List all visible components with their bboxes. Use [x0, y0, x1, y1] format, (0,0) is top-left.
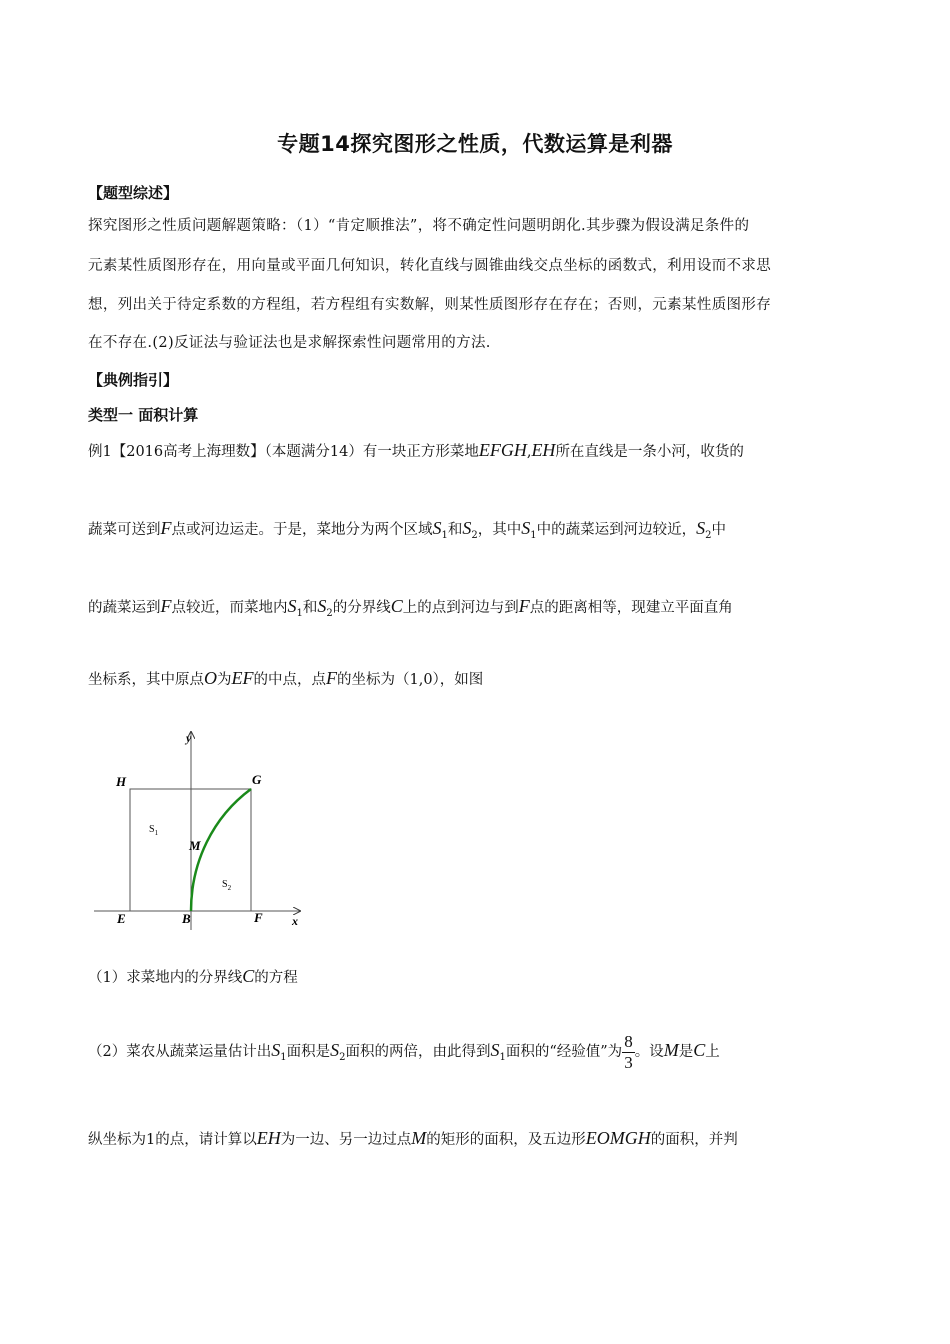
- label-f: F: [254, 910, 263, 925]
- example-text: 的蔬菜运到: [88, 600, 161, 616]
- label-s1-sub: 1: [154, 829, 159, 837]
- label-g: G: [252, 772, 262, 787]
- label-s1: [149, 824, 159, 837]
- label-m: M: [189, 838, 201, 853]
- math-sub: 1: [280, 1051, 287, 1063]
- fraction-denominator: 3: [624, 1052, 633, 1072]
- type-one-heading: 类型一 面积计算: [88, 406, 199, 424]
- overview-heading: 【题型综述】: [88, 184, 179, 202]
- math-sub: 2: [339, 1051, 346, 1063]
- math-sub: 1: [296, 607, 303, 619]
- fraction-eight-thirds: [622, 1032, 635, 1073]
- example-text: 点较近，而菜地内: [171, 600, 288, 616]
- example-text: 中的蔬菜运到河边较近，: [536, 522, 697, 538]
- example-text: 蔬菜可送到: [88, 522, 161, 538]
- math-m: M: [663, 1040, 679, 1060]
- label-e: E: [117, 911, 126, 926]
- example-text: 所在直线是一条小河，收货的: [555, 444, 744, 460]
- question-text: 的方程: [254, 970, 298, 986]
- math-ef: EF: [231, 668, 254, 688]
- example-text: 坐标系，其中原点: [88, 672, 204, 688]
- question-text: （1）求菜地内的分界线: [88, 970, 243, 986]
- math-s: S: [462, 518, 472, 538]
- math-f: F: [326, 668, 337, 688]
- math-c: C: [390, 596, 403, 616]
- example-text: 点的距离相等，现建立平面直角: [529, 600, 733, 616]
- math-s: S: [287, 596, 297, 616]
- math-sub: 2: [705, 529, 712, 541]
- guide-heading: 【典例指引】: [88, 371, 179, 389]
- math-s: S: [490, 1040, 500, 1060]
- label-y: y: [186, 731, 192, 745]
- example-text: 例1【2016高考上海理数】（本题满分14）有一块正方形菜地: [88, 444, 479, 460]
- math-f: F: [518, 596, 530, 616]
- question-2-line-2: [88, 1128, 738, 1150]
- math-f: F: [160, 518, 172, 538]
- example-text: 和: [302, 600, 318, 616]
- math-sub: 2: [471, 529, 478, 541]
- example-text: 和: [447, 522, 463, 538]
- fraction-numerator: 8: [624, 1031, 633, 1051]
- example-line-2: [88, 518, 726, 546]
- math-c: C: [693, 1040, 706, 1060]
- example-text: 为: [217, 672, 232, 688]
- example-line-1: 例1【2016高考上海理数】（本题满分14）有一块正方形菜地EFGH,EH所在直线是一条小河，收货的: [88, 440, 744, 460]
- example-text: 的分界线: [332, 600, 391, 616]
- question-text: 。设: [634, 1044, 664, 1060]
- question-text: 的面积，并判: [650, 1132, 738, 1148]
- example-text: 的坐标为（1,0），如图: [337, 672, 484, 688]
- label-s2: [222, 879, 232, 892]
- page-title: 专题14探究图形之性质，代数运算是利器: [277, 132, 673, 156]
- math-s: S: [432, 518, 442, 538]
- math-eh: EH: [256, 1128, 281, 1148]
- overview-line-4: 在不存在.(2)反证法与验证法也是求解探索性问题常用的方法.: [88, 335, 491, 351]
- example-text: 点或河边运走。于是，菜地分为两个区域: [171, 522, 433, 538]
- question-text: 纵坐标为1的点，请计算以: [88, 1132, 257, 1148]
- label-s2-sub: 2: [227, 884, 232, 892]
- question-text: 为一边、另一边过点: [280, 1132, 412, 1148]
- math-efgh: EFGH: [478, 440, 527, 460]
- question-text: （2）菜农从蔬菜运量估计出: [88, 1044, 272, 1060]
- question-2-line-1: [88, 1021, 720, 1087]
- label-s2-s: S: [222, 879, 228, 890]
- label-h: H: [116, 774, 127, 789]
- overview-line-1: 探究图形之性质问题解题策略：（1）“肯定顺推法”，将不确定性问题明朗化.其步骤为假设满足条件的: [88, 218, 750, 234]
- overview-line-3: 想，列出关于待定系数的方程组，若方程组有实数解，则某性质图形存在存在；否则，元素某性质图形存: [88, 297, 772, 313]
- math-s: S: [330, 1040, 340, 1060]
- label-b: B: [182, 911, 191, 926]
- math-sub: 1: [499, 1051, 506, 1063]
- label-s1-s: S: [149, 824, 155, 835]
- math-c: C: [242, 966, 255, 986]
- overview-line-2: 元素某性质图形存在，用向量或平面几何知识，转化直线与圆锥曲线交点坐标的函数式，利用设而不求思: [88, 258, 772, 274]
- example-text: 中: [711, 522, 726, 538]
- example-text: 的中点，点: [253, 672, 326, 688]
- math-eomgh: EOMGH: [585, 1128, 651, 1148]
- question-text: 的矩形的面积，及五边形: [426, 1132, 586, 1148]
- math-f: F: [160, 596, 172, 616]
- coordinate-figure: [88, 722, 318, 937]
- question-text: 上: [705, 1044, 720, 1060]
- question-1: [88, 966, 298, 988]
- question-text: 是: [678, 1044, 694, 1060]
- label-x: x: [292, 914, 298, 928]
- example-line-4: [88, 668, 483, 690]
- math-sub: 2: [326, 607, 333, 619]
- math-s: S: [317, 596, 327, 616]
- example-line-3: [88, 596, 733, 624]
- math-m: M: [411, 1128, 427, 1148]
- question-text: 面积的“经验值”为: [505, 1044, 623, 1060]
- math-s: S: [271, 1040, 281, 1060]
- example-text: ，其中: [477, 522, 522, 538]
- math-eh: EH: [531, 440, 556, 460]
- question-text: 面积的两倍，由此得到: [345, 1044, 491, 1060]
- math-s: S: [521, 518, 531, 538]
- question-text: 面积是: [286, 1044, 331, 1060]
- math-sub: 1: [441, 529, 448, 541]
- math-o: O: [204, 668, 217, 688]
- math-sub: 1: [530, 529, 537, 541]
- math-s: S: [696, 518, 706, 538]
- example-text: 上的点到河边与到: [402, 600, 519, 616]
